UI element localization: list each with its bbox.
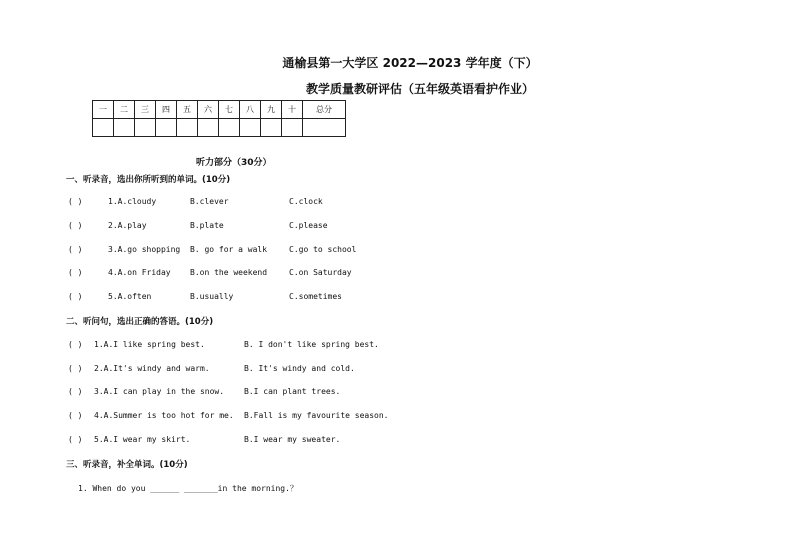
option-a: 4.A.on Friday	[108, 268, 171, 277]
answer-bracket[interactable]: ( )	[68, 340, 83, 349]
score-header-cell: 八	[240, 101, 261, 119]
score-cell[interactable]	[156, 119, 177, 137]
section2-heading: 二、听问句，选出正确的答语。(10分)	[66, 317, 214, 327]
answer-bracket[interactable]: ( )	[68, 387, 83, 396]
option-a: 3.A.I can play in the snow.	[94, 387, 225, 396]
score-table	[92, 100, 346, 137]
option-a: 4.A.Summer is too hot for me.	[94, 411, 234, 420]
option-a: 1.A.I like spring best.	[94, 340, 205, 349]
score-cell[interactable]	[240, 119, 261, 137]
exam-title-line2: 教学质量教研评估（五年级英语看护作业）	[305, 82, 534, 96]
option-c: C.on Saturday	[289, 268, 352, 277]
option-a: 5.A.I wear my skirt.	[94, 435, 191, 444]
score-cell[interactable]	[198, 119, 219, 137]
score-header-cell: 十	[282, 101, 303, 119]
score-cell[interactable]	[135, 119, 156, 137]
listening-section-title: 听力部分（30分）	[196, 158, 272, 168]
option-a: 3.A.go shopping	[108, 245, 181, 254]
score-header-cell: 五	[177, 101, 198, 119]
option-c: C.please	[289, 221, 328, 230]
option-b: B.Fall is my favourite season.	[244, 411, 389, 420]
answer-bracket[interactable]: ( )	[68, 435, 83, 444]
option-a: 1.A.cloudy	[108, 197, 157, 206]
score-header-cell: 一	[93, 101, 114, 119]
option-b: B.plate	[190, 221, 224, 230]
fill-in-sentence[interactable]: 1. When do you ______ _______in the morning.？	[78, 484, 298, 493]
answer-bracket[interactable]: ( )	[68, 245, 83, 254]
score-table-header-row	[93, 101, 346, 119]
option-c: C.go to school	[289, 245, 357, 254]
option-b: B.on the weekend	[190, 268, 268, 277]
answer-bracket[interactable]: ( )	[68, 221, 83, 230]
score-header-cell: 七	[219, 101, 240, 119]
score-header-total: 总分	[303, 101, 346, 119]
score-table-blank-row	[93, 119, 346, 137]
option-a: 5.A.often	[108, 292, 152, 301]
answer-bracket[interactable]: ( )	[68, 292, 83, 301]
score-header-cell: 二	[114, 101, 135, 119]
answer-bracket[interactable]: ( )	[68, 197, 83, 206]
option-a: 2.A.It's windy and warm.	[94, 364, 210, 373]
score-cell[interactable]	[177, 119, 198, 137]
option-b: B. go for a walk	[190, 245, 268, 254]
score-header-cell: 三	[135, 101, 156, 119]
section3-heading: 三、听录音，补全单词。(10分)	[66, 460, 188, 470]
score-header-cell: 四	[156, 101, 177, 119]
option-a: 2.A.play	[108, 221, 147, 230]
score-total-cell[interactable]	[303, 119, 346, 137]
score-cell[interactable]	[114, 119, 135, 137]
exam-title-line1: 通榆县第一大学区 2022—2023 学年度（下）	[282, 56, 538, 70]
option-b: B.I wear my sweater.	[244, 435, 341, 444]
section1-heading: 一、听录音，选出你所听到的单词。(10分)	[66, 175, 231, 185]
score-cell[interactable]	[282, 119, 303, 137]
score-cell[interactable]	[93, 119, 114, 137]
answer-bracket[interactable]: ( )	[68, 411, 83, 420]
option-c: C.clock	[289, 197, 323, 206]
score-cell[interactable]	[261, 119, 282, 137]
answer-bracket[interactable]: ( )	[68, 268, 83, 277]
score-cell[interactable]	[219, 119, 240, 137]
score-header-cell: 九	[261, 101, 282, 119]
answer-bracket[interactable]: ( )	[68, 364, 83, 373]
option-b: B.clever	[190, 197, 229, 206]
score-header-cell: 六	[198, 101, 219, 119]
option-b: B. I don't like spring best.	[244, 340, 379, 349]
option-b: B.usually	[190, 292, 234, 301]
option-b: B.I can plant trees.	[244, 387, 341, 396]
option-b: B. It's windy and cold.	[244, 364, 355, 373]
option-c: C.sometimes	[289, 292, 342, 301]
